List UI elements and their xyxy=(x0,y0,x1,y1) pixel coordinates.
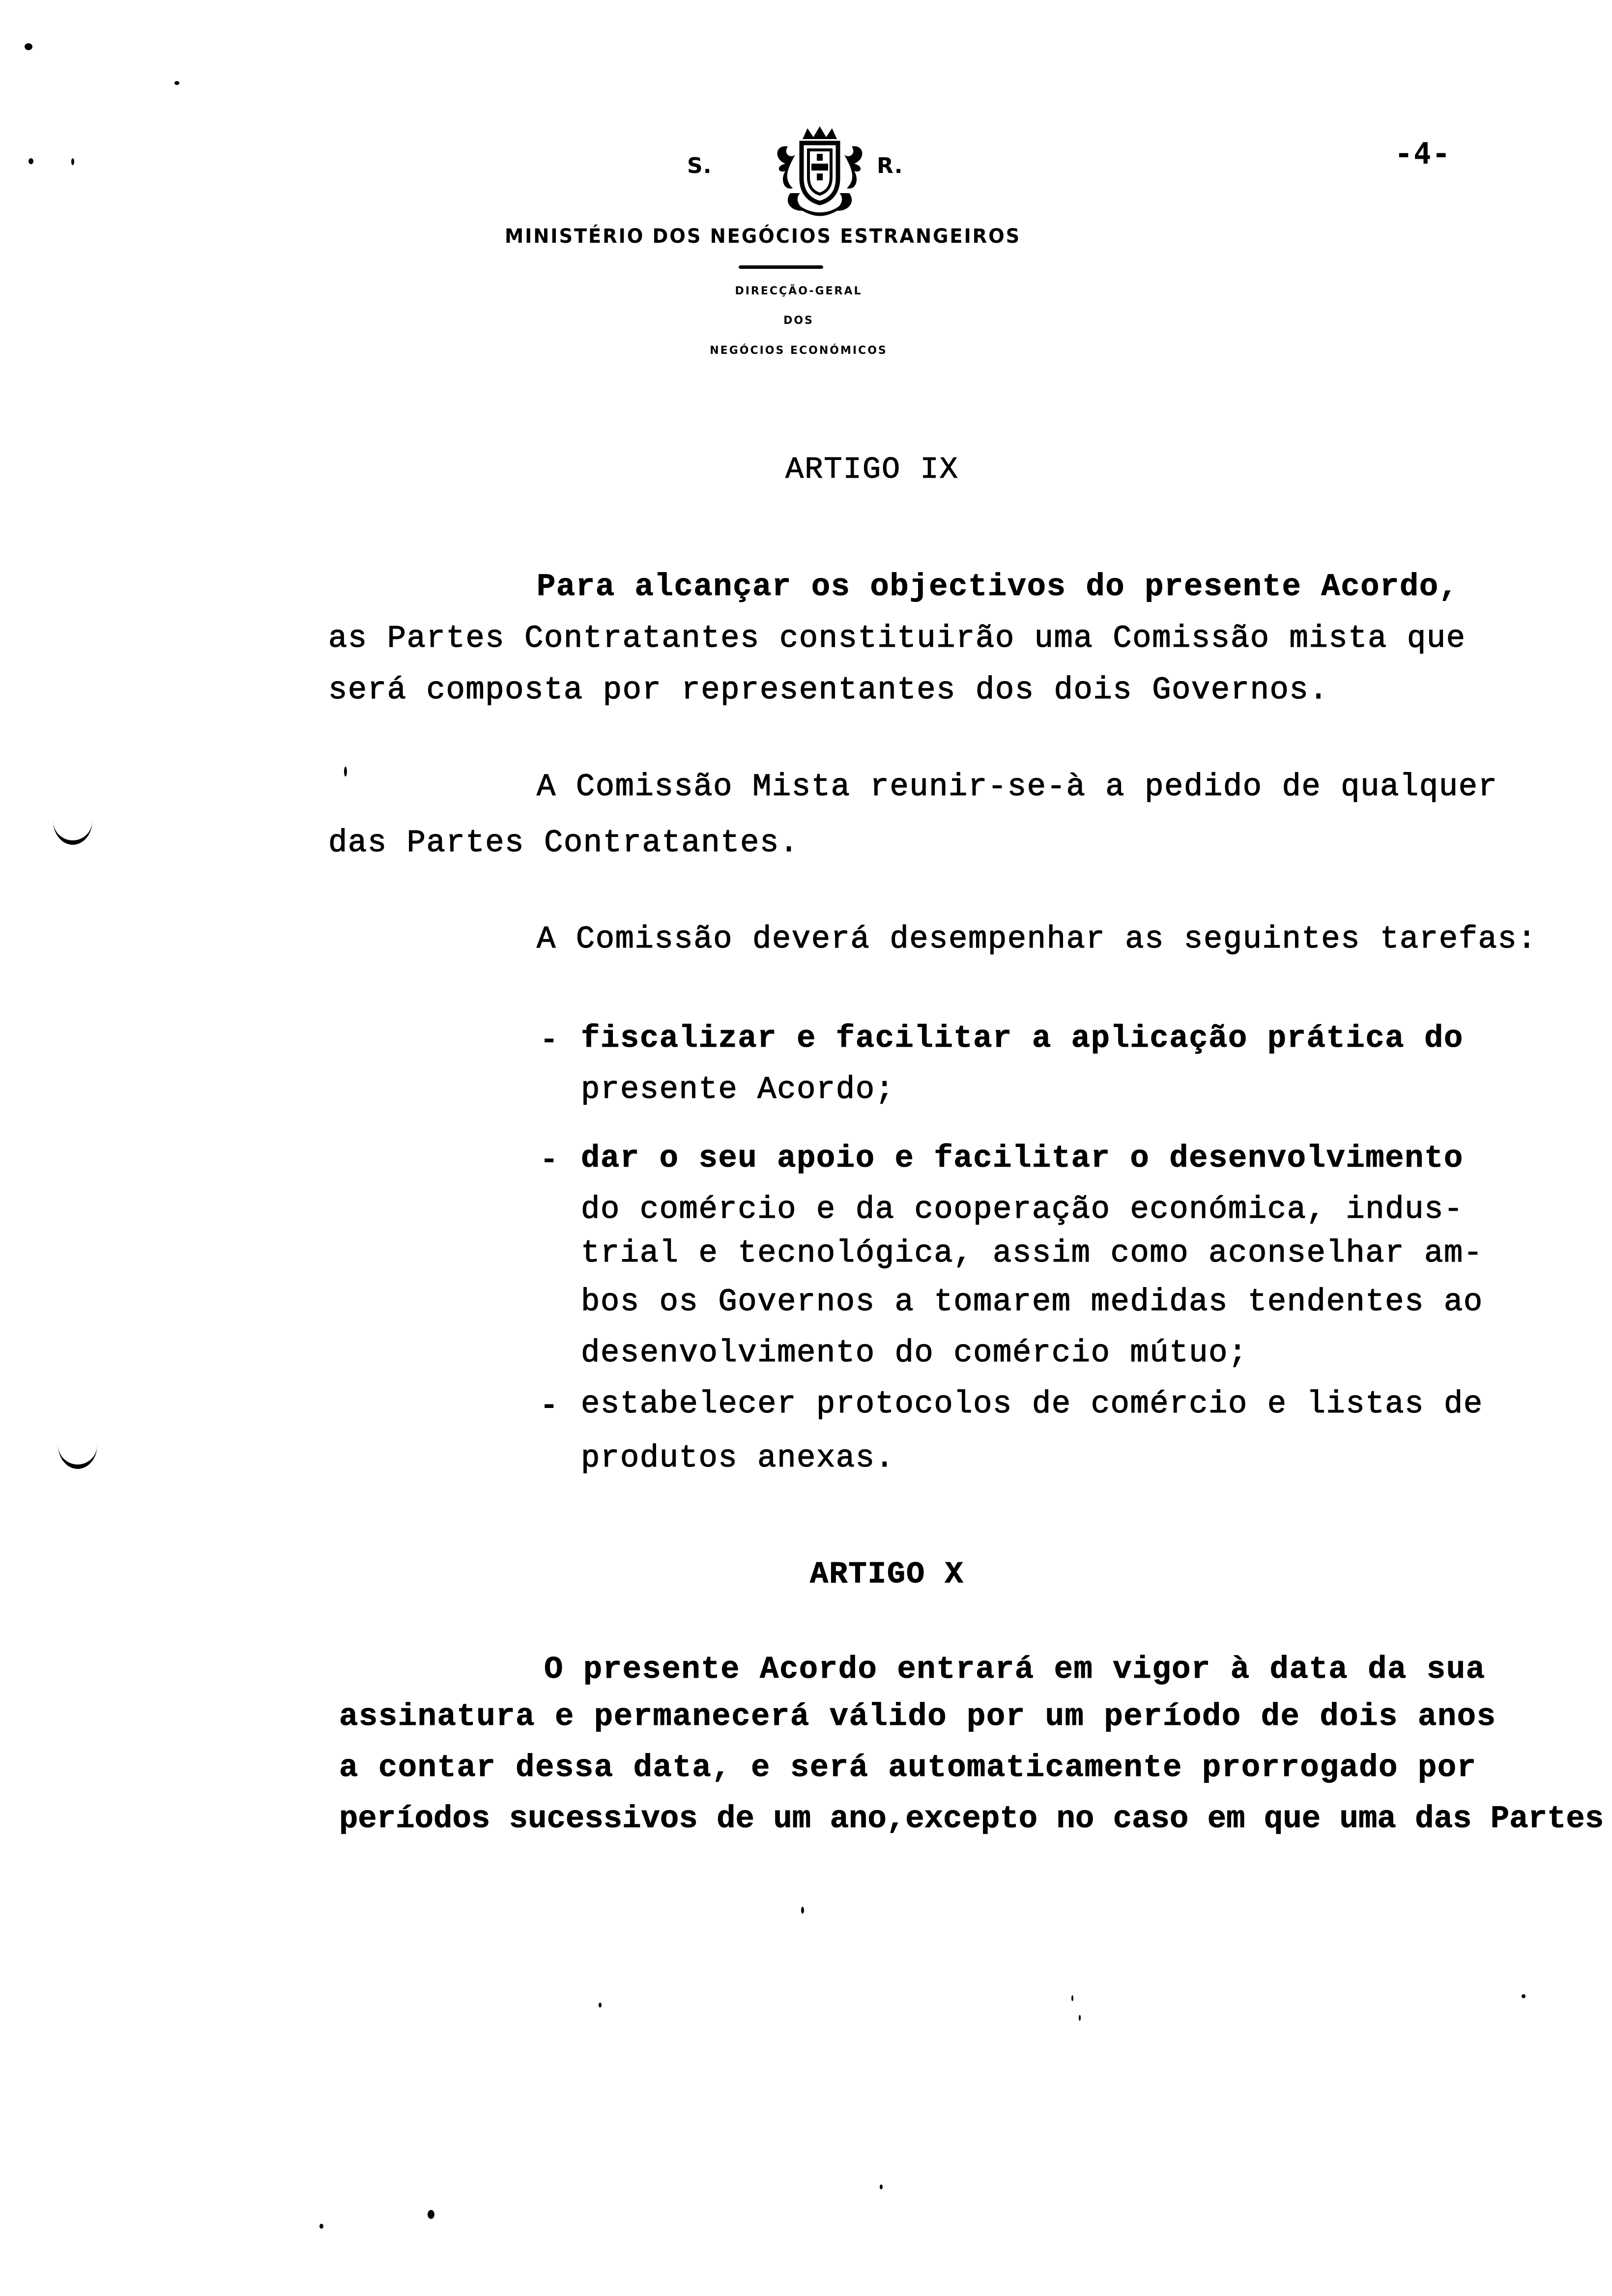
punch-hole-mark xyxy=(58,1445,97,1469)
coat-of-arms-icon xyxy=(740,115,843,209)
scan-speck xyxy=(174,81,179,85)
task-line: produtos anexas. xyxy=(581,1441,895,1476)
paragraph-line: das Partes Contratantes. xyxy=(328,826,799,861)
bullet-dash: - xyxy=(540,1143,559,1178)
scan-speck xyxy=(801,1907,804,1914)
scan-speck xyxy=(1079,2015,1081,2021)
page-number: -4- xyxy=(1395,137,1451,171)
ministry-name: MINISTÉRIO DOS NEGÓCIOS ESTRANGEIROS xyxy=(505,225,1021,248)
task-line: trial e tecnológica, assim como aconselhar am- xyxy=(581,1236,1483,1271)
punch-hole-mark xyxy=(53,821,92,845)
letterhead-divider xyxy=(739,265,823,269)
task-line: dar o seu apoio e facilitar o desenvolvimento xyxy=(581,1141,1464,1177)
letterhead-initial-s: S. xyxy=(687,153,712,178)
task-line: presente Acordo; xyxy=(581,1072,895,1108)
scan-speck xyxy=(1071,1995,1073,2001)
scan-speck xyxy=(29,158,33,164)
paragraph-line: A Comissão Mista reunir-se-à a pedido de qualquer xyxy=(537,770,1498,805)
task-line: desenvolvimento do comércio mútuo; xyxy=(581,1336,1248,1371)
task-line: bos os Governos a tomarem medidas tendentes ao xyxy=(581,1285,1483,1320)
scan-speck xyxy=(71,158,74,165)
scan-speck xyxy=(880,2184,883,2189)
article-x-heading: ARTIGO X xyxy=(810,1557,964,1592)
paragraph-line: será composta por representantes dos dois Governos. xyxy=(328,673,1329,708)
scan-speck xyxy=(319,2224,323,2229)
paragraph-line: períodos sucessivos de um ano,excepto no caso em que uma das Partes xyxy=(339,1802,1604,1837)
letterhead-initial-r: R. xyxy=(877,153,903,178)
task-line: fiscalizar e facilitar a aplicação prática do xyxy=(581,1021,1464,1057)
division-line-2: DOS xyxy=(783,315,814,327)
division-line-3: NEGÓCIOS ECONÓMICOS xyxy=(710,344,888,357)
scan-speck xyxy=(25,43,32,50)
task-line: do comércio e da cooperação económica, indus- xyxy=(581,1192,1464,1228)
bullet-dash: - xyxy=(540,1023,559,1059)
scan-speck xyxy=(344,767,347,776)
division-line-1: DIRECÇÃO-GERAL xyxy=(735,285,863,297)
bullet-dash: - xyxy=(540,1389,559,1424)
scan-speck xyxy=(428,2210,434,2219)
paragraph-line: as Partes Contratantes constituirão uma Comissão mista que xyxy=(328,621,1466,657)
article-ix-heading: ARTIGO IX xyxy=(785,452,959,487)
paragraph-line: A Comissão deverá desempenhar as seguintes tarefas: xyxy=(537,922,1537,957)
paragraph-line: a contar dessa data, e será automaticamente prorrogado por xyxy=(339,1751,1477,1786)
paragraph-line: assinatura e permanecerá válido por um período de dois anos xyxy=(339,1699,1497,1735)
task-line: estabelecer protocolos de comércio e listas de xyxy=(581,1387,1483,1422)
paragraph-line: O presente Acordo entrará em vigor à data da sua xyxy=(544,1652,1486,1688)
paragraph-line: Para alcançar os objectivos do presente Acordo, xyxy=(537,570,1459,605)
scan-speck xyxy=(599,2003,602,2008)
scan-speck xyxy=(1522,1994,1526,1998)
